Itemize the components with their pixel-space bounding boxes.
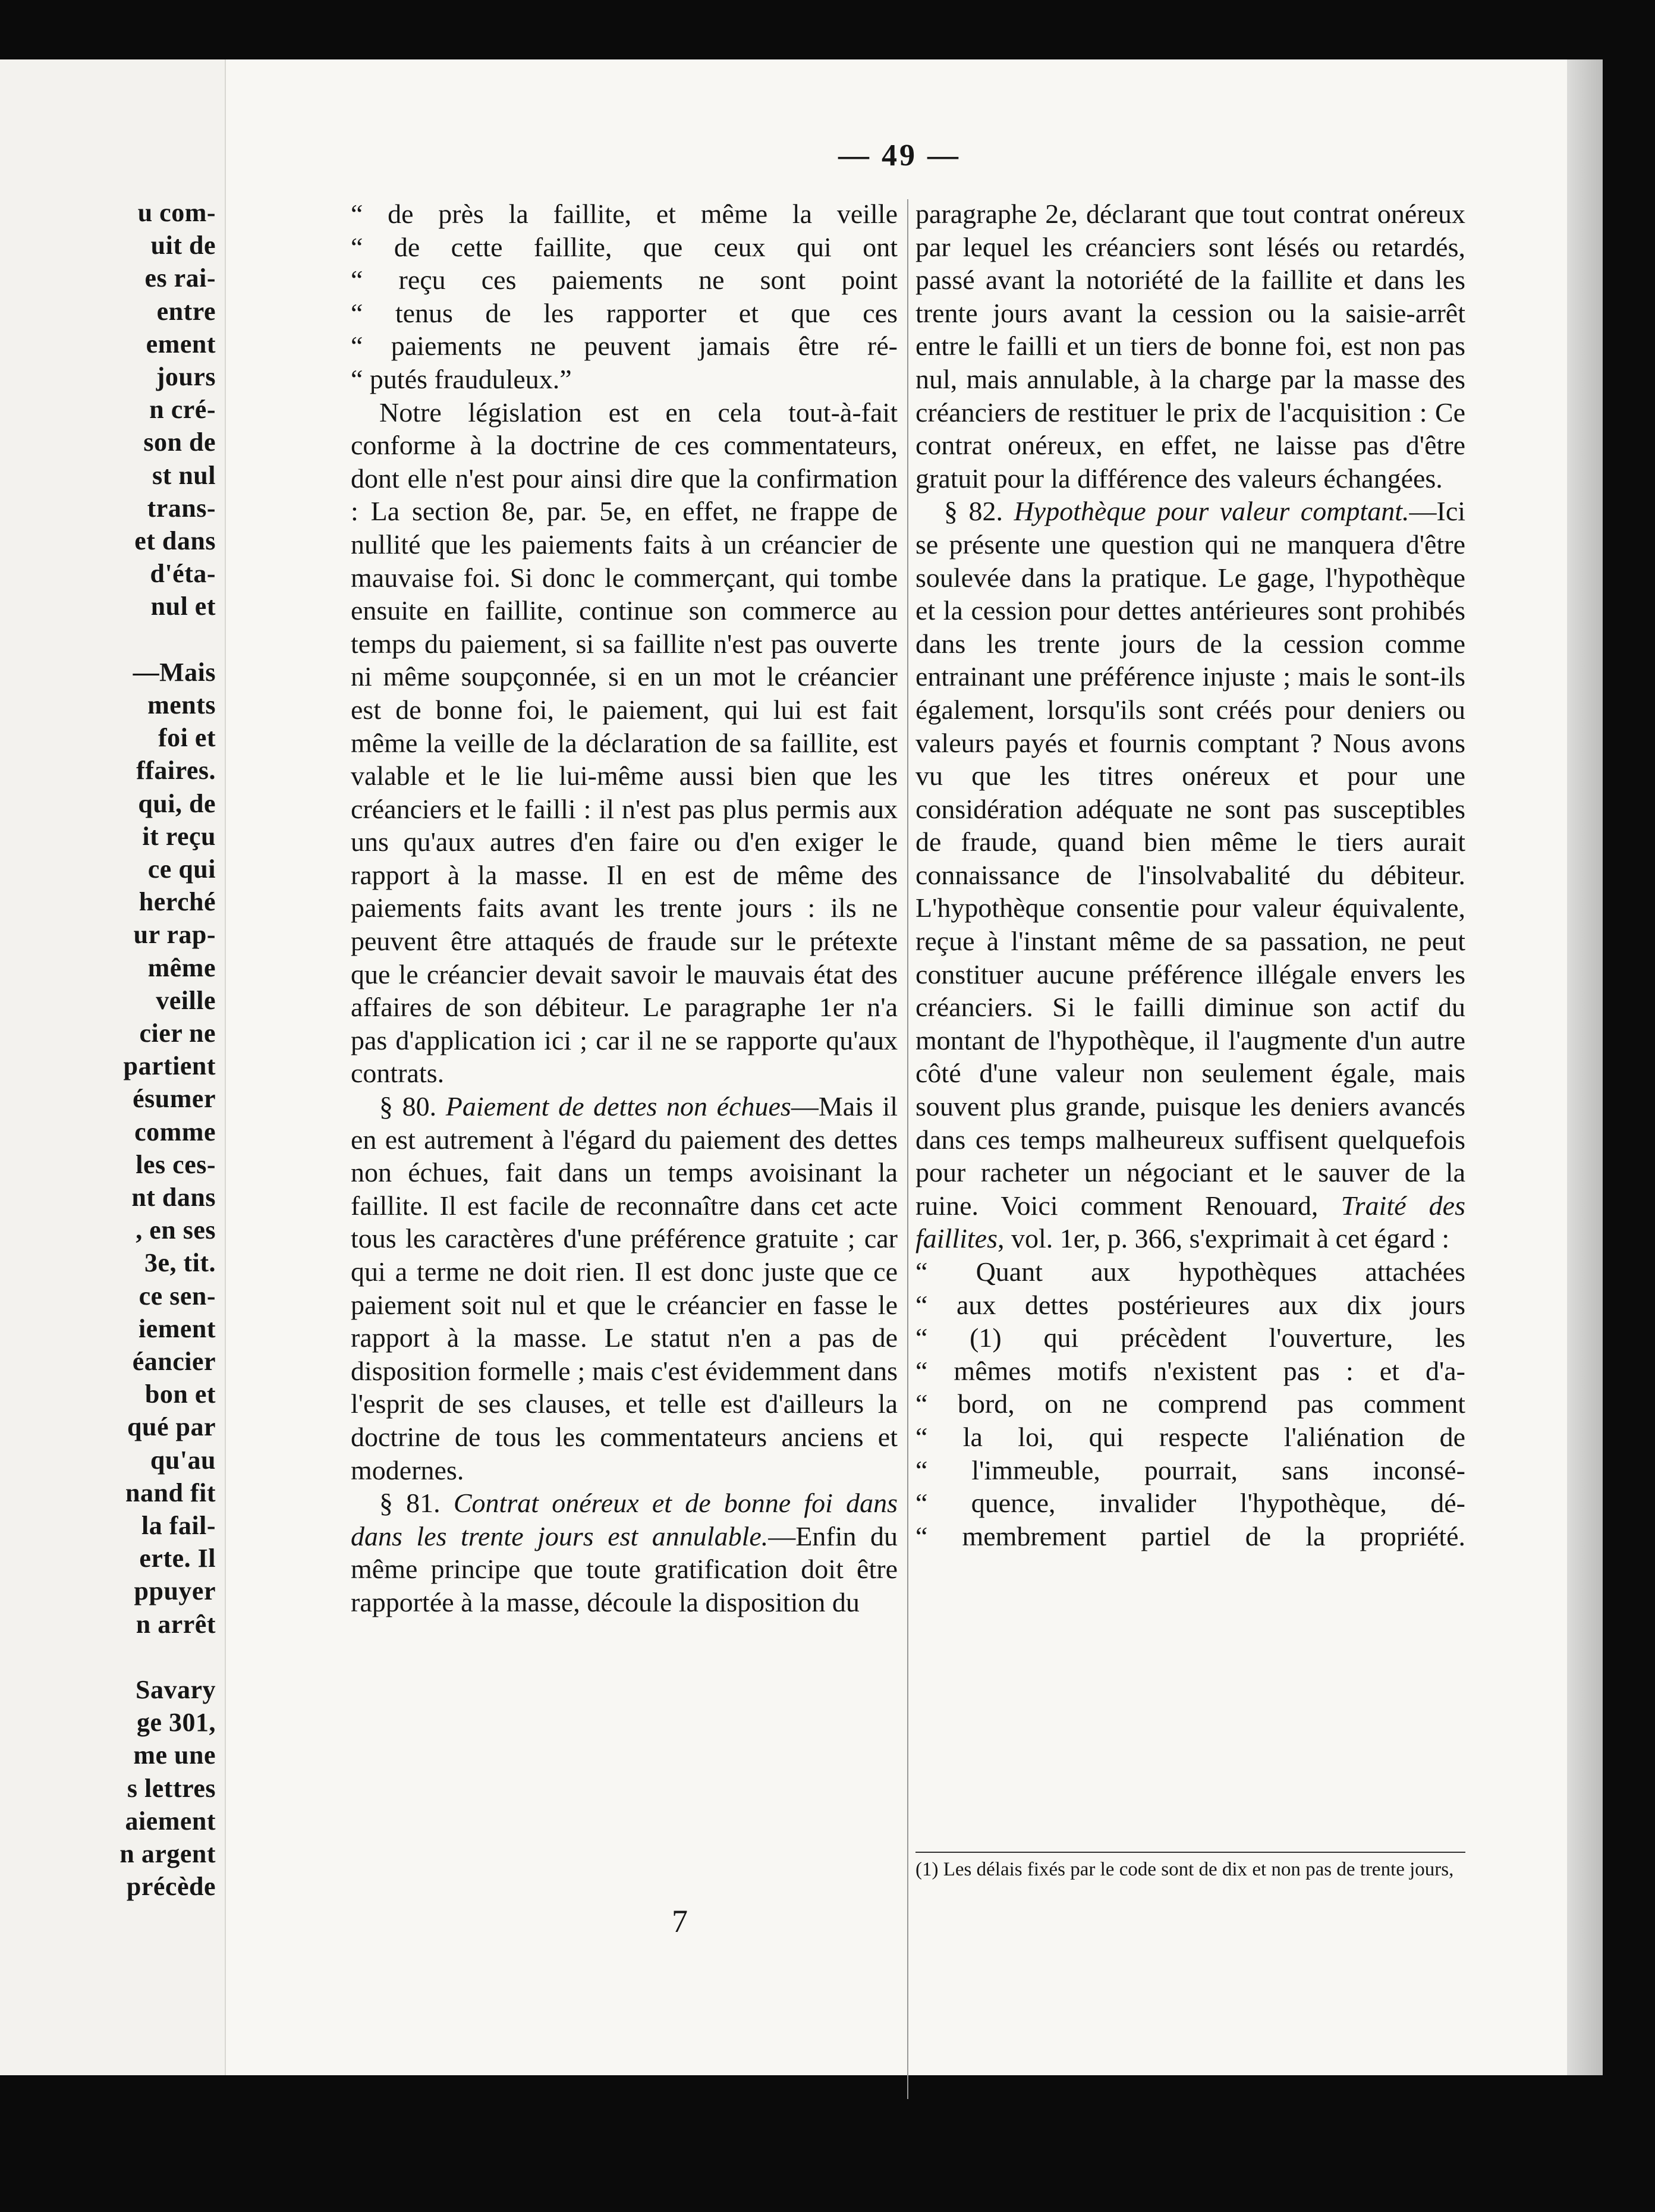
left-page-line: foi et bbox=[158, 723, 216, 753]
left-page-line: es rai- bbox=[144, 263, 216, 293]
book-title: Traité des faillites bbox=[915, 1190, 1465, 1254]
section-81-text: —Enfin du même principe que toute gratification doit être rapportée à la masse, découle la disposition du bbox=[351, 1520, 898, 1617]
quote-block-left bbox=[351, 197, 898, 396]
section-82-title: Hypothèque pour valeur comptant. bbox=[1014, 496, 1409, 527]
left-page-line: les ces- bbox=[136, 1149, 216, 1179]
left-page-line: partient bbox=[123, 1051, 216, 1081]
left-page-line: ement bbox=[146, 329, 216, 359]
section-80 bbox=[351, 1090, 898, 1487]
left-page-line: ments bbox=[147, 690, 216, 719]
quote-line: “ la loi, qui respecte l'aliénation de bbox=[915, 1421, 1465, 1452]
page-number: — 49 — bbox=[838, 139, 961, 172]
left-page-line: qu'au bbox=[150, 1445, 216, 1475]
section-81-number: § 81. bbox=[379, 1488, 441, 1519]
paragraph-legislation: Notre législation est en cela tout-à-fait conforme à la doctrine de ces commentateurs, dont elle n'est pour ainsi dire que la confirmation : La section 8e, par. 5e, en effet, ne frappe de nullité que les paiements faits à un créancier de mauvaise foi. Si donc le commerçant, qui tombe ensuite en faillite, continue son commerce au temps du paiement, si sa faillite n'est pas ouverte ni même soupçonnée, si en un mot le créancier est de bonne foi, le paiement, qui lui est fait même la veille de la déclaration de sa faillite, est valable et le lie lui-même aussi bien que les créanciers et le failli : il n'est pas plus permis aux uns qu'aux autres d'en faire ou d'en exiger le rapport à la masse. Il en est de même des paiements faits avant les trente jours : ils ne peuvent être attaqués de fraude sur le prétexte que le créancier devait savoir le mauvais état des affaires de son débiteur. Le paragraphe 1er n'a pas d'application ici ; car il ne se rapporte qu'aux contrats. bbox=[351, 397, 898, 1089]
left-page-line: ppuyer bbox=[134, 1576, 216, 1606]
quote-line: “ mêmes motifs n'existent pas : et d'a- bbox=[915, 1355, 1465, 1386]
left-page-line: bon et bbox=[144, 1380, 216, 1409]
left-page-line: n cré- bbox=[149, 395, 216, 425]
left-page-line: u com- bbox=[137, 198, 216, 227]
left-page-line: n argent bbox=[119, 1839, 216, 1868]
left-page-line: , en ses bbox=[136, 1215, 216, 1245]
left-page-line: même bbox=[147, 953, 216, 982]
right-column bbox=[915, 197, 1465, 1553]
left-page-line: qué par bbox=[127, 1412, 216, 1442]
left-page-line: précède bbox=[126, 1872, 216, 1902]
quote-line: “ l'immeuble, pourrait, sans inconsé- bbox=[915, 1454, 1465, 1485]
section-80-number: § 80. bbox=[379, 1091, 437, 1122]
quote-line: “ Quant aux hypothèques attachées bbox=[915, 1256, 1465, 1287]
left-page-line: ce qui bbox=[147, 854, 216, 884]
left-page-line: cier ne bbox=[139, 1019, 216, 1048]
left-page-line: nul et bbox=[150, 592, 216, 621]
left-page-line: st nul bbox=[152, 460, 216, 490]
quote-line: “ membrement partiel de la propriété. bbox=[915, 1520, 1465, 1551]
left-page-line: éancier bbox=[132, 1347, 216, 1376]
footnote: (1) Les délais fixés par le code sont de dix et non pas de trente jours, bbox=[915, 1859, 1454, 1880]
left-page-line: iement bbox=[138, 1314, 216, 1343]
footnote-rule bbox=[915, 1852, 1465, 1853]
quote-line: “ bord, on ne comprend pas comment bbox=[915, 1388, 1465, 1419]
quote-line: “ reçu ces paiements ne sont point bbox=[351, 265, 898, 296]
left-page-line: son de bbox=[143, 428, 216, 457]
quote-line: “ paiements ne peuvent jamais être ré- bbox=[351, 331, 898, 362]
quote-line: “ quence, invalider l'hypothèque, dé- bbox=[915, 1488, 1465, 1519]
section-82-number: § 82. bbox=[944, 496, 1003, 527]
quote-block-right bbox=[915, 1255, 1465, 1553]
left-page-line: ur rap- bbox=[133, 920, 216, 950]
left-page-line: erte. Il bbox=[139, 1544, 216, 1573]
left-page-line: uit de bbox=[150, 231, 216, 260]
left-page-line: nand fit bbox=[125, 1478, 216, 1507]
quote-line: “ (1) qui précèdent l'ouverture, les bbox=[915, 1322, 1465, 1353]
left-page-line: ésumer bbox=[133, 1084, 216, 1114]
left-page-line: comme bbox=[134, 1117, 216, 1146]
left-page-line: n arrêt bbox=[136, 1609, 216, 1639]
left-page-line: —Mais bbox=[133, 657, 216, 687]
left-page-line: ge 301, bbox=[136, 1708, 216, 1737]
left-page-line: d'éta- bbox=[150, 559, 216, 589]
left-page-line: aiement bbox=[125, 1806, 216, 1836]
left-page-line: ce sen- bbox=[139, 1281, 216, 1311]
quote-line: “ tenus de les rapporter et que ces bbox=[351, 297, 898, 328]
left-page-line: ffaires. bbox=[136, 756, 216, 785]
left-page-line: Savary bbox=[136, 1675, 216, 1704]
left-page-line: nt dans bbox=[131, 1183, 216, 1212]
quote-line: “ de cette faillite, que ceux qui ont bbox=[351, 231, 898, 262]
left-page-line: veille bbox=[156, 985, 216, 1015]
left-page-line: entre bbox=[156, 296, 216, 326]
section-82 bbox=[915, 495, 1465, 1255]
section-82-text: —Ici se présente une question qui ne manquera d'être soulevée dans la pratique. Le gage, l'hypothèque et la cession pour dettes antérieures sont prohibés dans les trente jours de la cession comme entrainant une préférence injuste ; mais le sont-ils également, lorsqu'ils sont créés pour deniers ou valeurs payés et fournis comptant ? Nous avons vu que les titres onéreux et pour une considération adéquate ne sont pas susceptibles de fraude, quand bien même le tiers aurait connaissance de l'insolvabalité du débiteur. L'hypothèque consentie pour valeur équivalente, reçue à l'instant même de sa passation, ne peut constituer aucune préférence illégale envers les créanciers. Si le failli diminue son actif du montant de l'hypothèque, il l'augmente d'un autre côté d'une valeur non seulement égale, mais souvent plus grande, puisque les deniers avancés dans ces temps malheureux suffisent quelquefois pour racheter un négociant et le sauver de la ruine. Voici comment Renouard, bbox=[915, 496, 1466, 1221]
column-divider bbox=[907, 199, 908, 2099]
left-page-fragment bbox=[0, 59, 229, 2075]
section-80-text: —Mais il en est autrement à l'égard du paiement des dettes non échues, fait dans un temps avoisinant la faillite. Il est facile de reconnaître dans cet acte tous les caractères d'une préférence gratuite ; car qui a terme ne doit rien. Il est donc juste que ce paiement soit nul et que le créancier en fasse le rapport à la masse. Le statut n'en a pas de disposition formelle ; mais c'est évidemment dans l'esprit de ses clauses, et telle est d'ailleurs la doctrine de tous les commentateurs anciens et modernes. bbox=[351, 1091, 898, 1485]
section-81-title: Contrat onéreux et de bonne foi dans dans les trente jours est annulable. bbox=[351, 1488, 898, 1551]
left-page-line: 3e, tit. bbox=[144, 1248, 216, 1278]
section-80-title: Paiement de dettes non échues bbox=[445, 1091, 791, 1122]
left-page-line: jours bbox=[156, 362, 216, 391]
left-page-line: trans- bbox=[147, 493, 216, 523]
paragraph-contrat-onereux: paragraphe 2e, déclarant que tout contrat onéreux par lequel les créanciers sont lésés ou retardés, passé avant la notoriété de la faillite et dans les trente jours avant la cession ou la saisie-arrêt entre le failli et un tiers de bonne foi, est non pas nul, mais annulable, à la charge par la masse des créanciers de restituer le prix de l'acquisition : Ce contrat onéreux, en effet, ne laisse pas d'être gratuit pour la différence des valeurs échangées. bbox=[915, 199, 1465, 494]
signature-mark: 7 bbox=[672, 1903, 688, 1939]
quote-line: “ de près la faillite, et même la veille bbox=[351, 199, 898, 229]
left-page-line: herché bbox=[139, 887, 216, 917]
page-edge-shadow bbox=[1567, 59, 1603, 2075]
section-81 bbox=[351, 1487, 898, 1619]
left-page-line: et dans bbox=[134, 526, 216, 555]
left-page-line: me une bbox=[133, 1740, 216, 1770]
left-page-line: it reçu bbox=[142, 821, 216, 851]
section-82-text-end: , vol. 1er, p. 366, s'exprimait à cet égard : bbox=[998, 1223, 1450, 1254]
left-page-line: qui, de bbox=[138, 788, 216, 818]
left-column bbox=[351, 197, 898, 1619]
left-page-line: la fail- bbox=[141, 1511, 216, 1540]
quote-line: “ aux dettes postérieures aux dix jours bbox=[915, 1289, 1465, 1320]
quote-line: “ putés frauduleux.” bbox=[351, 363, 572, 394]
left-page-line: s lettres bbox=[127, 1773, 216, 1803]
